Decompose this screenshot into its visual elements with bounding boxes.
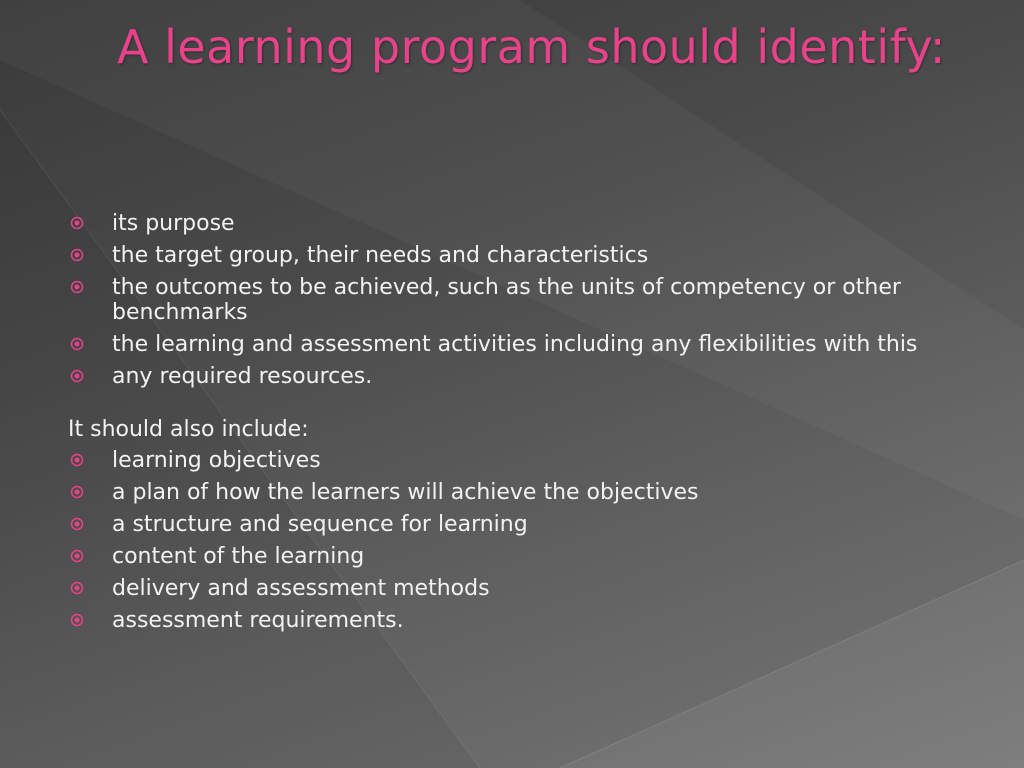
list-item [68,512,968,537]
circle-dot-icon [70,248,84,262]
list-item [68,480,968,505]
circle-dot-icon [70,280,84,294]
list-item-text: the learning and assessment activities including any flexibilities with this [112,332,918,357]
list-item-text: a plan of how the learners will achieve the objectives [112,480,699,505]
circle-dot-icon [70,337,84,351]
circle-dot-icon [70,453,84,467]
circle-dot-icon [70,613,84,627]
list-item-text: the outcomes to be achieved, such as the units of competency or other benchmarks [112,275,901,325]
list-item [68,608,968,633]
list-item-text: any required resources. [112,364,373,389]
list-item [68,211,968,236]
slide-title: A learning program should identify: [117,20,946,74]
slide-content [68,211,968,640]
list-item [68,576,968,601]
circle-dot-icon [70,216,84,230]
circle-dot-icon [70,549,84,563]
list-item-text: the target group, their needs and characteristics [112,243,649,268]
list-item-text: a structure and sequence for learning [112,512,528,537]
list-item-text: assessment requirements. [112,608,404,633]
circle-dot-icon [70,369,84,383]
list-item-text: content of the learning [112,544,365,569]
circle-dot-icon [70,581,84,595]
list-item [68,364,968,389]
list-item [68,448,968,473]
list-item [68,332,968,357]
list-item [68,275,968,325]
list-item-text: delivery and assessment methods [112,576,490,601]
secondary-bullet-list [68,448,968,633]
circle-dot-icon [70,517,84,531]
secondary-lead-text: It should also include: [68,417,309,442]
list-item [68,544,968,569]
list-item [68,243,968,268]
list-item-text: its purpose [112,211,235,236]
circle-dot-icon [70,485,84,499]
list-item-text: learning objectives [112,448,321,473]
primary-bullet-list [68,211,968,389]
